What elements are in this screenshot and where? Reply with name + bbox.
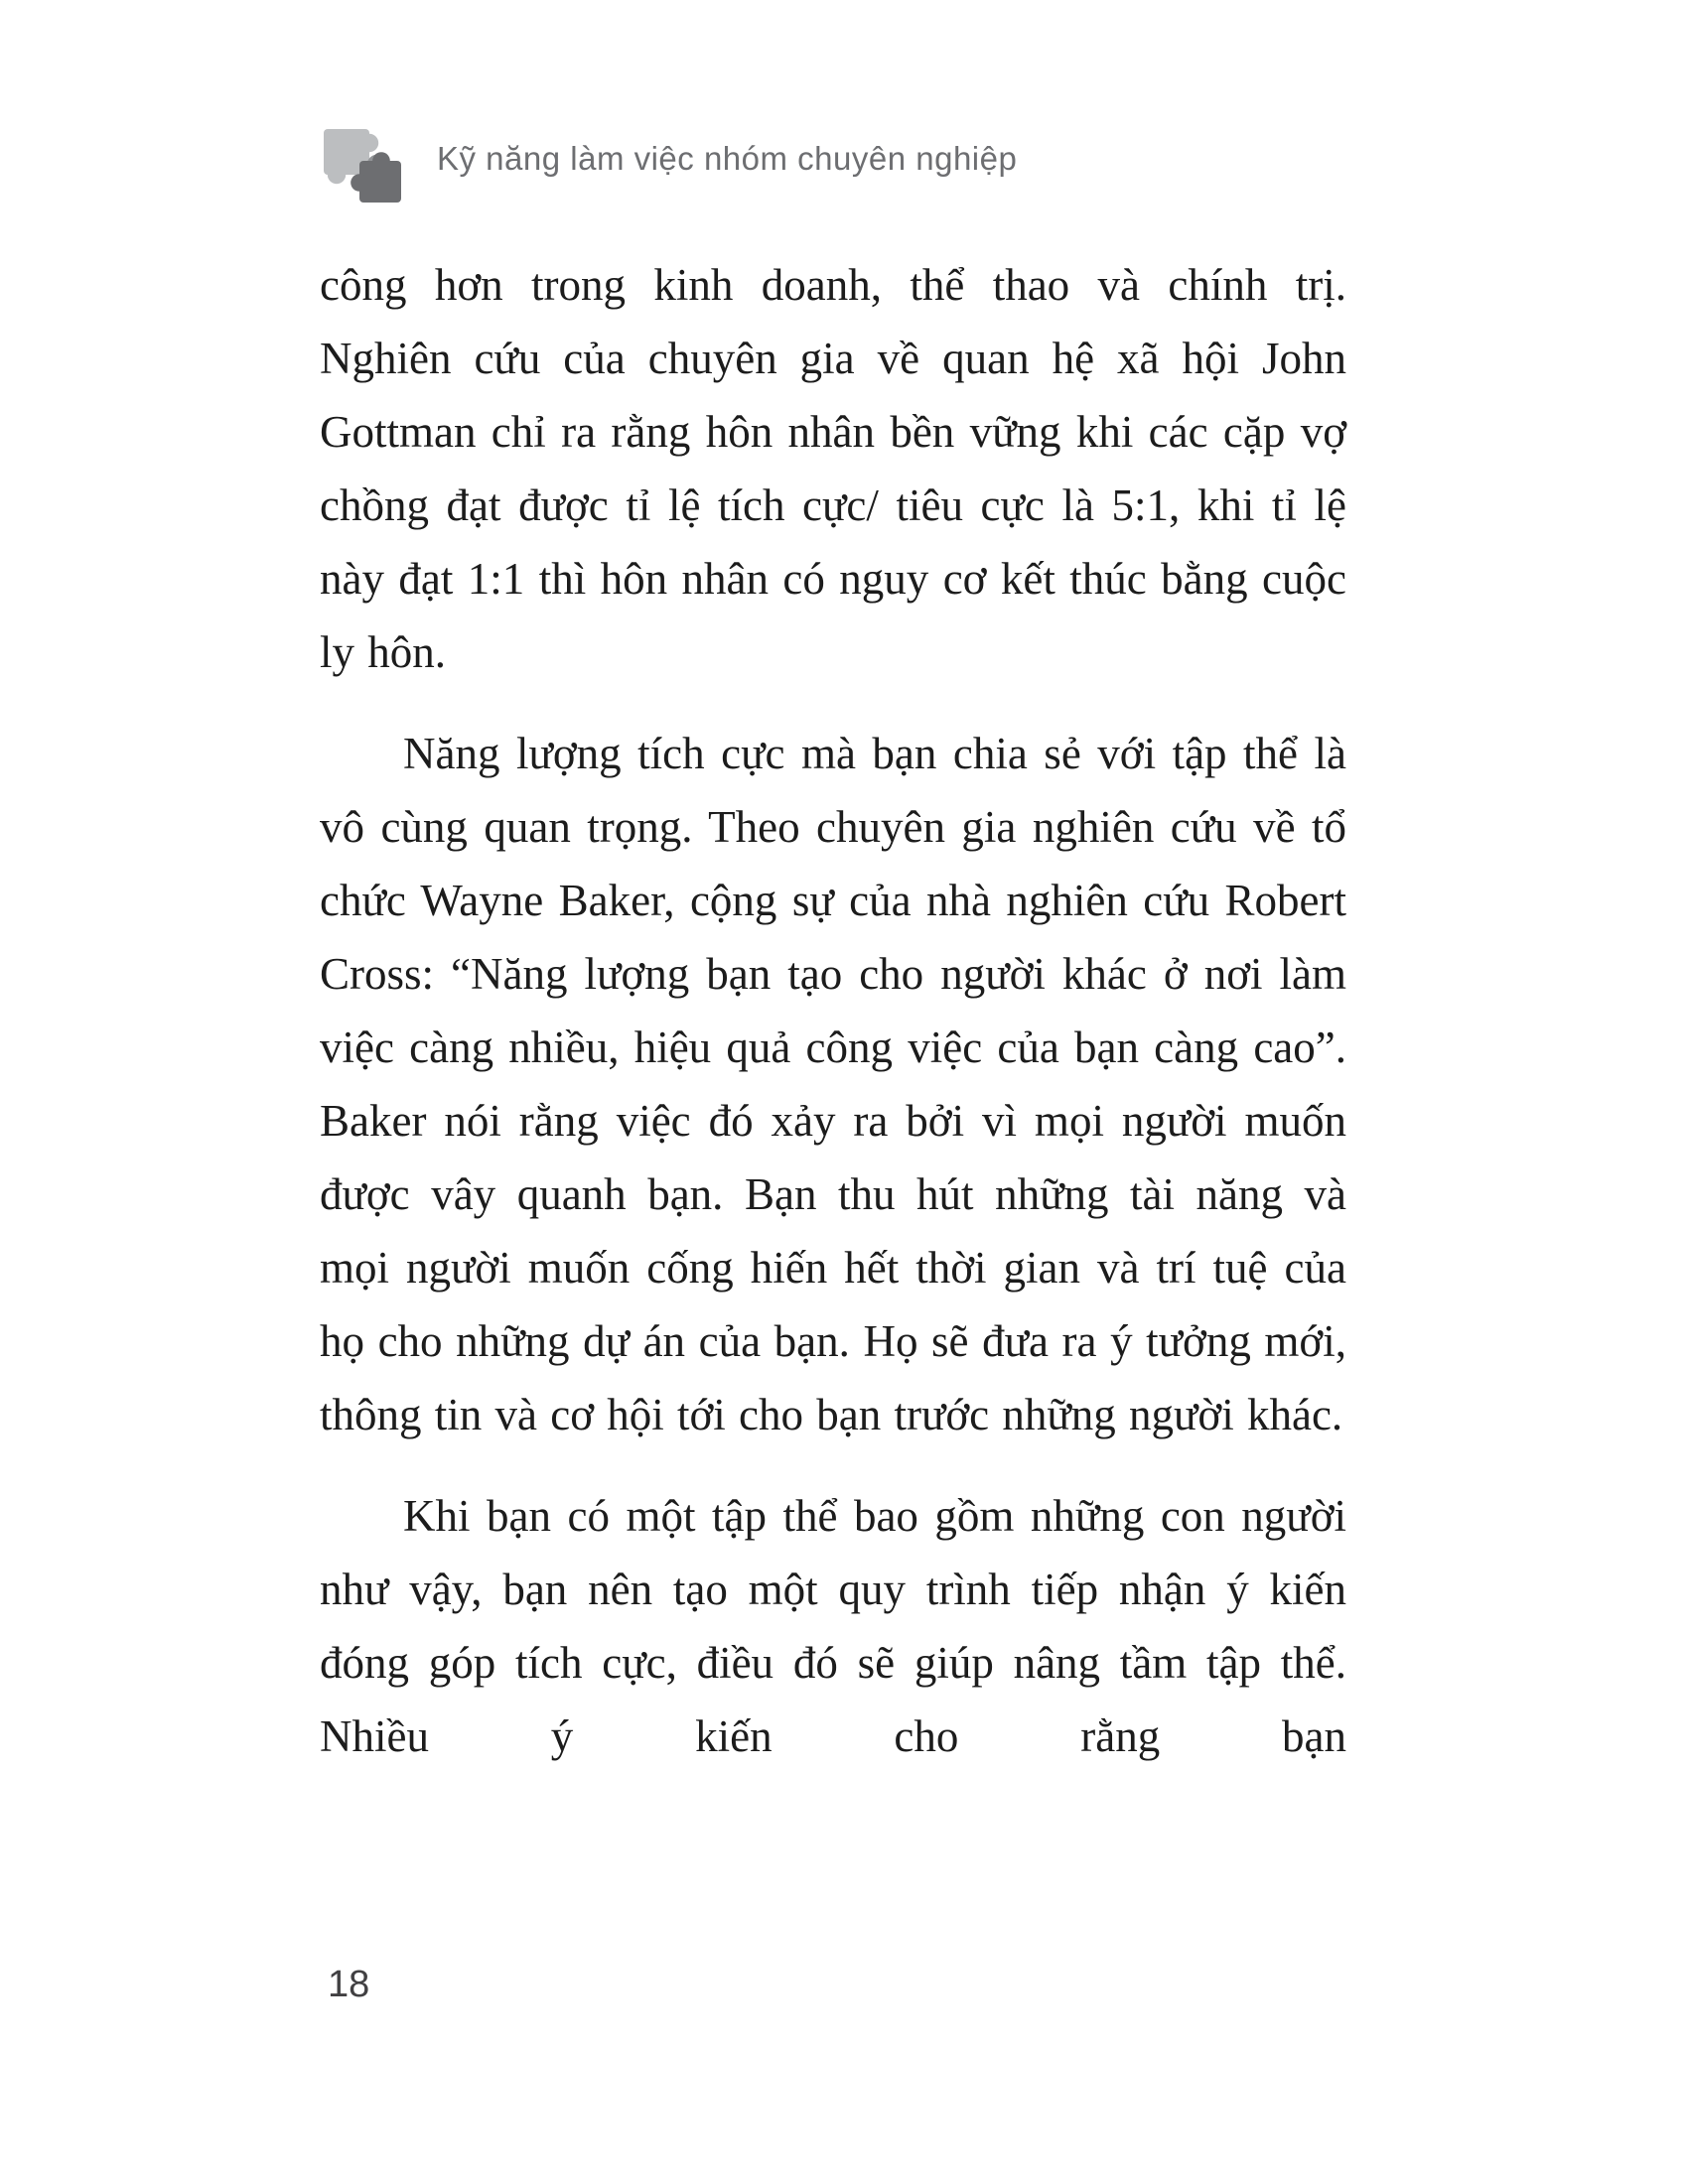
- paragraph-3: Khi bạn có một tập thể bao gồm những con người như vậy, bạn nên tạo một quy trình tiếp nhận ý kiến đóng góp tích cực, điều đó sẽ giúp nâng tầm tập thể. Nhiều ý kiến cho rằng bạn: [320, 1491, 1346, 1761]
- header-title: Kỹ năng làm việc nhóm chuyên nghiệp: [437, 140, 1018, 177]
- puzzle-icon: [316, 111, 411, 206]
- page-number: 18: [328, 1964, 370, 2005]
- paragraph-1: công hơn trong kinh doanh, thể thao và chính trị. Nghiên cứu của chuyên gia về quan hệ xã hội John Gottman chỉ ra rằng hôn nhân bền vững khi các cặp vợ chồng đạt được tỉ lệ tích cực/ tiêu cực là 5:1, khi tỉ lệ này đạt 1:1 thì hôn nhân có nguy cơ kết thúc bằng cuộc ly hôn.: [320, 260, 1346, 677]
- page-body: [320, 248, 1346, 1773]
- page-header: [316, 111, 1017, 206]
- paragraph-2: Năng lượng tích cực mà bạn chia sẻ với tập thể là vô cùng quan trọng. Theo chuyên gia nghiên cứu về tổ chức Wayne Baker, cộng sự của nhà nghiên cứu Robert Cross: “Năng lượng bạn tạo cho người khác ở nơi làm việc càng nhiều, hiệu quả công việc của bạn càng cao”. Baker nói rằng việc đó xảy ra bởi vì mọi người muốn được vây quanh bạn. Bạn thu hút những tài năng và mọi người muốn cống hiến hết thời gian và trí tuệ của họ cho những dự án của bạn. Họ sẽ đưa ra ý tưởng mới, thông tin và cơ hội tới cho bạn trước những người khác.: [320, 729, 1346, 1439]
